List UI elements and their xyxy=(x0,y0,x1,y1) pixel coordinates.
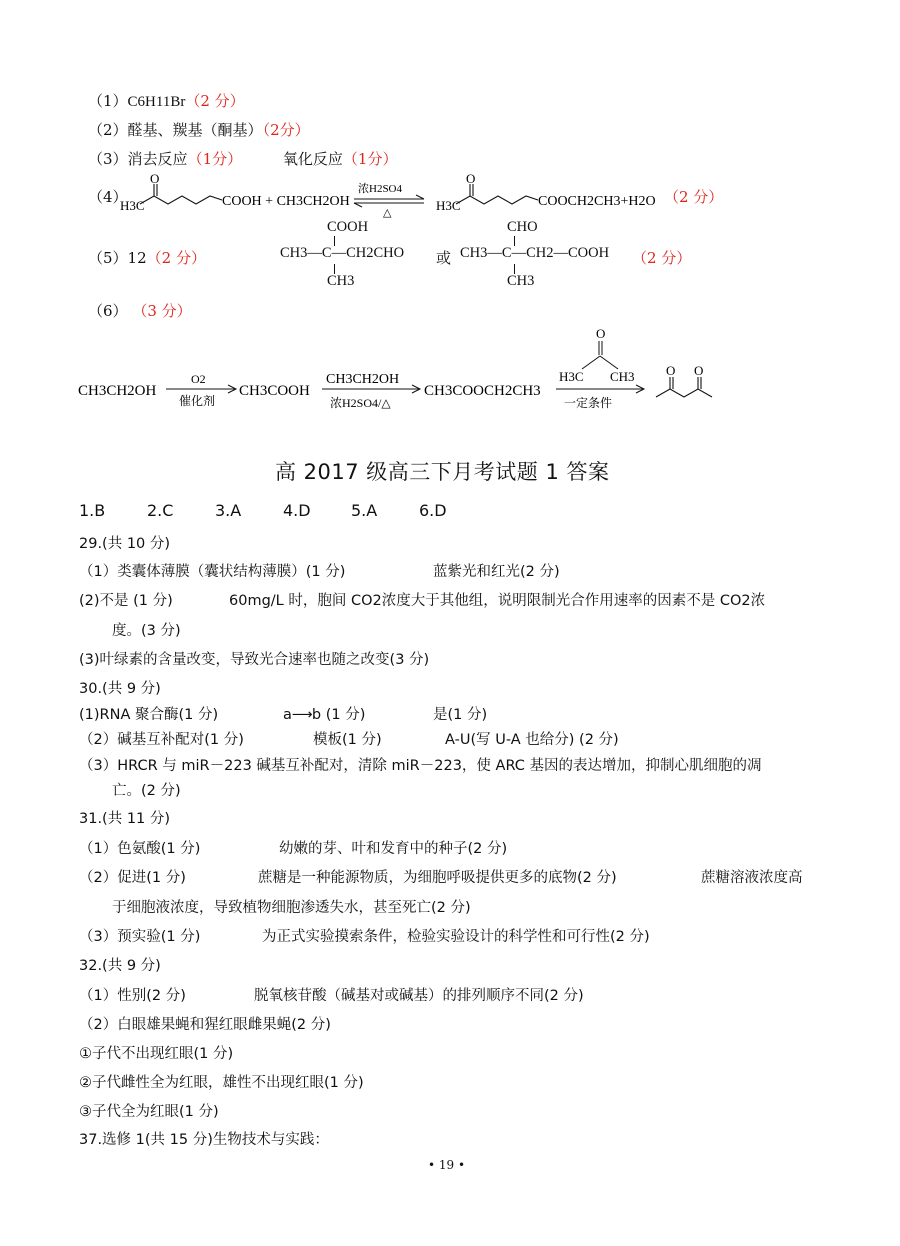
q32-line1b: 脱氧核苷酸（碱基对或碱基）的排列顺序不同(2 分) xyxy=(254,988,584,1004)
q31-line2a: （2）促进(1 分) xyxy=(79,870,186,886)
products-text: COOCH2CH3+H2O xyxy=(538,194,656,209)
product-ethyl-acetate: CH3COOCH2CH3 xyxy=(424,383,541,399)
page-number: • 19 • xyxy=(428,1158,466,1172)
condition-label: 一定条件 xyxy=(564,396,613,410)
struct1-main: CH3—C—CH2CHO xyxy=(280,245,405,261)
q37-heading: 37.选修 1(共 15 分)生物技术与实践： xyxy=(79,1132,329,1148)
mc-answer: 4.D xyxy=(283,501,311,520)
catalyst-label: 催化剂 xyxy=(179,394,216,408)
q32-case3: ③子代全为红眼(1 分) xyxy=(79,1104,219,1120)
q29-line2b: 60mg/L 时，胞间 CO2浓度大于其他组，说明限制光合作用速率的因素不是 CO2浓 xyxy=(229,593,766,609)
struct2-bottom: CH3 xyxy=(507,273,535,289)
q29-line1a: （1）类囊体薄膜（囊状结构薄膜）(1 分) xyxy=(79,564,346,580)
q32-line2: （2）白眼雄果蝇和猩红眼雌果蝇(2 分) xyxy=(79,1017,331,1033)
chem-q6 xyxy=(88,300,192,321)
svg-text:O: O xyxy=(694,363,704,378)
mc-answer: 2.C xyxy=(147,501,174,520)
q-number: （3） xyxy=(88,150,128,168)
chem-q3 xyxy=(88,148,397,169)
acetone-bond xyxy=(600,356,618,369)
q30-line1c: 是(1 分) xyxy=(433,707,488,723)
mc-answer: 6.D xyxy=(419,501,447,520)
q32-heading: 32.(共 9 分) xyxy=(79,958,161,974)
score: （2分） xyxy=(262,121,310,139)
condition-top: 浓H2SO4 xyxy=(358,183,403,195)
score: （1分） xyxy=(342,150,398,168)
reagent-ethanol: CH3CH2OH xyxy=(326,372,400,387)
synthesis-route xyxy=(76,325,816,415)
answer-text: 醛基、羰基（酮基） xyxy=(127,121,263,139)
q30-line3: （3）HRCR 与 miR－223 碱基互补配对，清除 miR－223，使 ARC 基因的表达增加，抑制心肌细胞的凋 xyxy=(79,758,762,774)
acetone-oxygen: O xyxy=(596,326,606,341)
formula-c6h11br: C6H11Br xyxy=(127,94,186,110)
q31-line3b: 为正式实验摸索条件，检验实验设计的科学性和可行性(2 分) xyxy=(262,929,650,945)
q30-line2a: （2）碱基互补配对(1 分) xyxy=(79,732,244,748)
reactants-text: COOH + CH3CH2OH xyxy=(222,194,350,209)
product-acetic-acid: CH3COOH xyxy=(239,383,310,399)
q30-line2c: A-U(写 U-A 也给分) (2 分) xyxy=(445,732,619,748)
carbonyl-oxygen: O xyxy=(466,172,476,186)
score: （1分） xyxy=(187,150,243,168)
esterification-equation xyxy=(118,172,738,218)
acetone-bond xyxy=(582,356,600,369)
q30-line1b xyxy=(283,703,365,724)
q31-line2d: 于细胞液浓度，导致植物细胞渗透失水，甚至死亡(2 分) xyxy=(112,900,471,916)
struct1-top: COOH xyxy=(327,219,369,235)
mc-answer: 1.B xyxy=(79,501,106,520)
q30-line3b: 亡。(2 分) xyxy=(112,783,181,799)
q-number: （6） xyxy=(88,302,128,320)
mc-answer: 3.A xyxy=(215,501,242,520)
methyl-label: H3C xyxy=(120,198,145,213)
carbon-chain-bond xyxy=(456,196,538,204)
q31-line1b: 幼嫩的芽、叶和发育中的种子(2 分) xyxy=(279,841,508,857)
mc-answer: 5.A xyxy=(351,501,378,520)
diketone-skeleton xyxy=(656,389,712,397)
q32-case1: ①子代不出现红眼(1 分) xyxy=(79,1046,234,1062)
score: （2 分） xyxy=(632,249,692,267)
q32-line1a: （1）性别(2 分) xyxy=(79,988,186,1004)
q-number: （1） xyxy=(88,92,128,110)
answer-text: 12 xyxy=(127,249,147,267)
multiple-choice-answers xyxy=(79,501,487,520)
q29-line1b: 蓝紫光和红光(2 分) xyxy=(433,564,560,580)
acetone-methyl: H3C xyxy=(559,369,584,384)
chem-q1 xyxy=(88,90,245,111)
reagent-o2: O2 xyxy=(191,372,206,386)
acetone-methyl: CH3 xyxy=(610,369,635,384)
chem-q4-number: （4） xyxy=(88,188,128,206)
score: （3 分） xyxy=(132,302,192,320)
label-b: b (1 分) xyxy=(311,707,366,723)
carbonyl-oxygen: O xyxy=(150,172,160,186)
struct2-top: CHO xyxy=(507,219,538,235)
methyl-label: H3C xyxy=(436,198,461,213)
q31-line2c: 蔗糖溶液浓度高 xyxy=(701,870,803,886)
start-material: CH3CH2OH xyxy=(78,383,157,399)
svg-text:O: O xyxy=(666,363,676,378)
q31-heading: 31.(共 11 分) xyxy=(79,811,171,827)
arrow-icon: ⟶ xyxy=(291,707,313,723)
q32-case2: ②子代雌性全为红眼，雄性不出现红眼(1 分) xyxy=(79,1075,364,1091)
q31-line2b: 蔗糖是一种能源物质，为细胞呼吸提供更多的底物(2 分) xyxy=(258,870,617,886)
page-title: 高 2017 级高三下月考试题 1 答案 xyxy=(275,460,610,484)
chem-q5 xyxy=(88,247,206,268)
score: （2 分） xyxy=(664,188,724,206)
score: （2 分） xyxy=(146,249,206,267)
q31-line1a: （1）色氨酸(1 分) xyxy=(79,841,201,857)
struct1-bottom: CH3 xyxy=(327,273,355,289)
or-text: 或 xyxy=(436,249,452,267)
chem-q2 xyxy=(88,119,310,140)
carbon-chain-bond xyxy=(140,196,222,204)
q29-line3: (3)叶绿素的含量改变，导致光合速率也随之改变(3 分) xyxy=(79,652,430,668)
q29-heading: 29.(共 10 分) xyxy=(79,536,171,552)
q-number: （2） xyxy=(88,121,128,139)
struct2-main: CH3—C—CH2—COOH xyxy=(460,245,610,261)
q-number: （5） xyxy=(88,249,128,267)
q31-line3a: （3）预实验(1 分) xyxy=(79,929,201,945)
score: （2 分） xyxy=(185,92,245,110)
condition-bottom: △ xyxy=(383,207,392,218)
q29-line2a: (2)不是 (1 分) xyxy=(79,593,173,609)
q30-line1a: (1)RNA 聚合酶(1 分) xyxy=(79,707,219,723)
answer-text: 消去反应 xyxy=(127,150,188,168)
q29-line2c: 度。(3 分) xyxy=(112,623,181,639)
answer-text: 氧化反应 xyxy=(282,150,343,168)
condition-label: 浓H2SO4/△ xyxy=(330,396,391,410)
label-a: a xyxy=(283,707,292,723)
q30-heading: 30.(共 9 分) xyxy=(79,681,161,697)
q30-line2b: 模板(1 分) xyxy=(313,732,382,748)
